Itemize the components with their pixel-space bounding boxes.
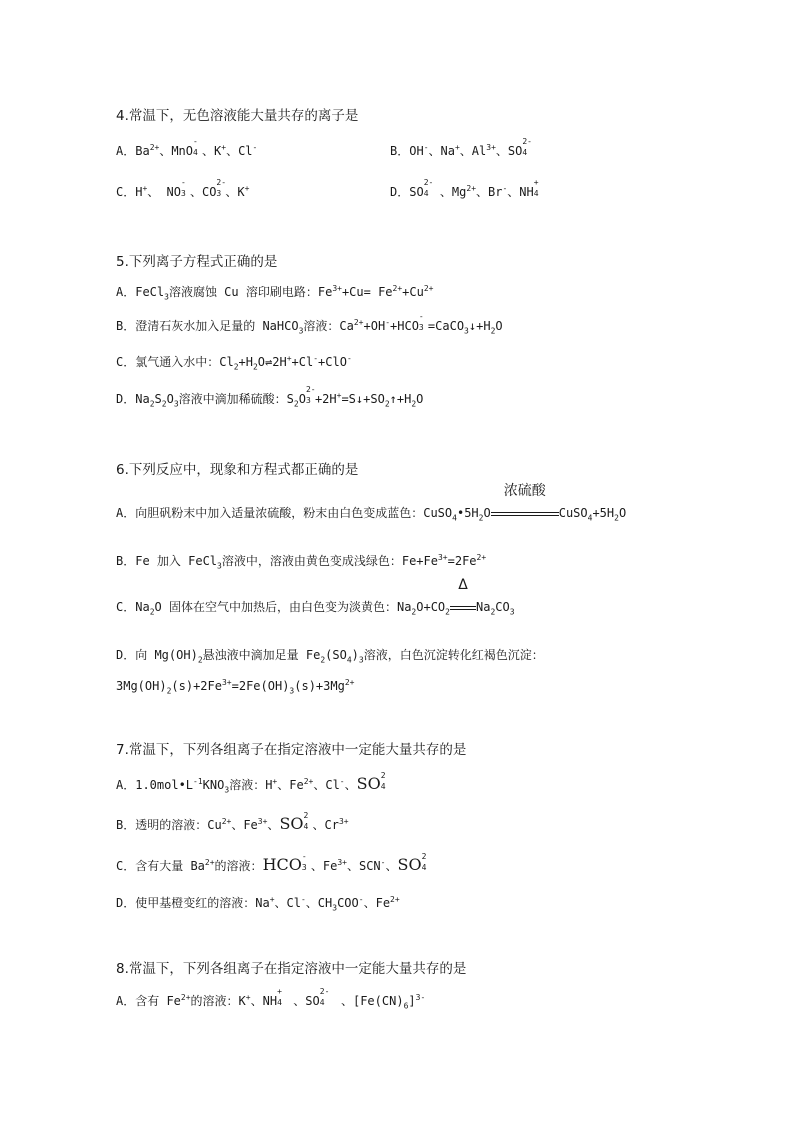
question-8-option-a[interactable]: A．含有 $Fe^{2+}$的溶液：K+、NH + 4 、SO 2- 4 、$[Fe(CN)_6]^{3-}$ <box>116 987 426 1011</box>
question-4-title: 4.常温下，无色溶液能大量共存的离子是 <box>116 108 359 124</box>
reaction-condition-arrow: 浓硫酸 <box>491 505 559 521</box>
question-6-option-c[interactable]: C．$Na_2O$ 固体在空气中加热后，由白色变为淡黄色：$Na_2O+CO_2$ Δ $Na_2CO_3$ <box>116 577 515 617</box>
question-5-title: 5.下列离子方程式正确的是 <box>116 254 278 270</box>
question-7-title: 7.常温下，下列各组离子在指定溶液中一定能大量共存的是 <box>116 742 467 758</box>
question-5-option-b[interactable]: B．澄清石灰水加入足量的 NaHCO$_3$溶液：$Ca^{2+}+OH^-+HCO$ - 3 $=CaCO_3↓+H_2O$ <box>116 312 503 336</box>
question-4-option-b[interactable]: B．OH-、Na+、$Al^{3+}$、SO 2- 4 <box>390 137 532 158</box>
question-6-option-a[interactable]: A．向胆矾粉末中加入适量浓硫酸，粉末由白色变成蓝色：$CuSO_4•5H_2O$ 浓硫酸 $CuSO_4+5H_2O$ <box>116 483 627 523</box>
question-8-title: 8.常温下，下列各组离子在指定溶液中一定能大量共存的是 <box>116 961 467 977</box>
question-4-option-a[interactable]: A．$Ba^{2+}$、MnO - 4 、K+、Cl- <box>116 137 258 158</box>
question-6-title: 6.下列反应中，现象和方程式都正确的是 <box>116 462 359 478</box>
question-7-option-d[interactable]: D．使甲基橙变红的溶液：Na+、Cl-、$CH_3COO^-$、$Fe^{2+}$ <box>116 895 400 913</box>
question-5-option-d[interactable]: D．$Na_2S_2O_3$溶液中滴加稀硫酸：$S_2O$ 2- 3 $+2H^+=S↓+SO_2↑+H_2O$ <box>116 385 424 409</box>
question-4-option-c[interactable]: C．H+、 NO - 3 、CO 2- 3 、K+ <box>116 178 250 199</box>
question-6-option-d-equation: $3Mg(OH)_2(s)+2Fe^{3+}=2Fe(OH)_3(s)+3Mg^{2+}$ <box>116 678 355 696</box>
question-7-option-c[interactable]: C．含有大量 $Ba^{2+}$的溶液：HCO - 3 、$Fe^{3+}$、SCN-、SO 2 4 <box>116 852 427 874</box>
question-6-option-d[interactable]: D．向 $Mg(OH)_2$悬浊液中滴加足量 $Fe_2(SO_4)_3$溶液，白色沉淀转化红褐色沉淀： <box>116 648 544 665</box>
question-5-option-a[interactable]: A．FeCl$_3$溶液腐蚀 Cu 溶印刷电路：$Fe^{3+}+Cu= Fe^{2+}+Cu^{2+}$ <box>116 284 434 302</box>
question-6-option-b[interactable]: B．Fe 加入 FeCl$_3$溶液中，溶液由黄色变成浅绿色：$Fe+Fe^{3+}=2Fe^{2+}$ <box>116 553 487 571</box>
question-7-option-a[interactable]: A．$1.0mol•L^{-1}KNO_3$溶液：H+、$Fe^{2+}$、Cl-、SO 2 4 <box>116 771 386 795</box>
question-4-option-d[interactable]: D．SO 2- 4 、$Mg^{2+}$、Br-、NH + 4 <box>390 178 539 199</box>
reaction-condition-arrow: Δ <box>450 599 476 615</box>
question-7-option-b[interactable]: B．透明的溶液：$Cu^{2+}$、$Fe^{3+}$、SO 2 4 、$Cr^{3+}$ <box>116 811 349 833</box>
question-5-option-c[interactable]: C．氯气通入水中：$Cl_2+H_2O\rightleftharpoons 2H^++Cl^-+ClO^-$ <box>116 354 352 372</box>
